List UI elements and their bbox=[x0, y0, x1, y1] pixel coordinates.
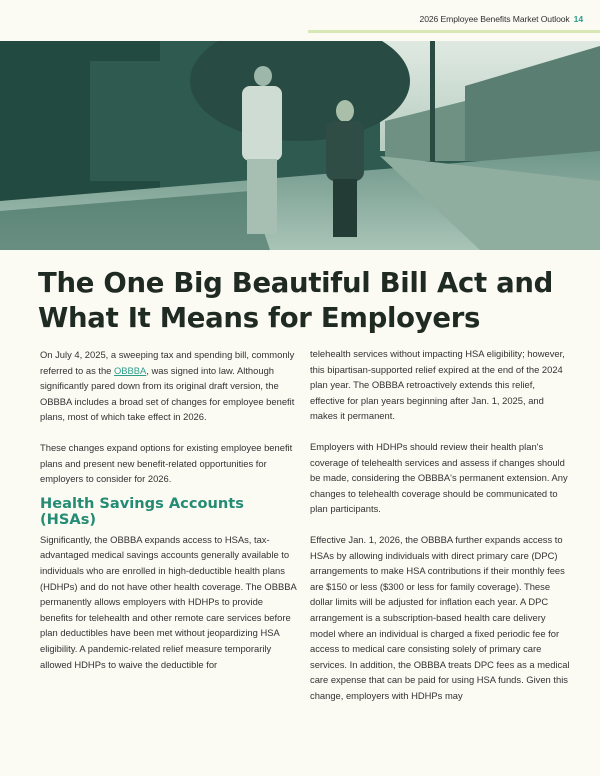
intro-text-start: On July 4, 2025, a sweeping tax and spending bill, commonly referred to as the bbox=[40, 349, 295, 376]
title-line-2: What It Means for Employers bbox=[38, 302, 481, 334]
intro-paragraph bbox=[40, 347, 298, 425]
hero-photo-illustration bbox=[0, 41, 600, 250]
left-column bbox=[40, 347, 298, 687]
employer-review-paragraph: Employers with HDHPs should review their health plan's coverage of telehealth services and assess if changes should be made, considering the OBBBA's permanent extension. Any changes to telehealth coverage should be communicated to plan participants. bbox=[310, 440, 568, 515]
title-line-1: The One Big Beautiful Bill Act and bbox=[38, 267, 553, 299]
hsa-paragraph: Significantly, the OBBBA expands access to HSAs, tax-advantaged medical savings accounts generally available to individuals who are enrolled in high-deductible health plans (HDHPs) and do not have other health coverage. The OBBBA permanently allows employers with HDHPs to provide benefits for telehealth and other remote care services before plan deductibles have been met without jeopardizing HSA eligibility. A pandemic-related relief measure temporarily allowed HDHPs to waive the deductible for bbox=[40, 533, 297, 670]
page-number: 14 bbox=[573, 14, 583, 24]
running-header bbox=[420, 14, 583, 24]
obbba-link[interactable]: OBBBA bbox=[114, 364, 147, 376]
article-title bbox=[38, 266, 598, 336]
header-rule bbox=[308, 30, 600, 33]
dpc-paragraph: Effective Jan. 1, 2026, the OBBBA further expands access to HSAs by allowing individuals with direct primary care (DPC) arrangements to make HSA contributions if their monthly fees are $150 or less ($300 or less for family coverage). These dollar limits will be adjusted for inflation each year. A DPC arrangement is a subscription-based health care delivery model where an individual is charged a fixed periodic fee for access to medical care consisting solely of primary care services. In addition, the OBBBA treats DPC fees as a medical care expense that can be paid for using HSA funds. Given this change, employers with HDHPs may bbox=[310, 533, 570, 701]
right-column bbox=[310, 346, 572, 718]
hero-photo bbox=[0, 41, 600, 250]
intro-text-end: , was signed into law. Although significantly pared down from its original draft version, the OBBBA includes a broad set of changes for employee benefit plans, most of which take effect in 2026. bbox=[40, 364, 295, 423]
section-heading-hsa: Health Savings Accounts (HSAs) bbox=[40, 494, 244, 528]
telehealth-paragraph: telehealth services without impacting HSA eligibility; however, this bipartisan-supported relief expired at the end of the 2024 plan year. The OBBBA retroactively extends this relief, effective for plan years beginning after Jan. 1, 2025, and makes it permanent. bbox=[310, 348, 565, 422]
changes-paragraph: These changes expand options for existing employee benefit plans and present new benefit-related opportunities for employers to consider for 2026. bbox=[40, 441, 293, 485]
publication-title: 2026 Employee Benefits Market Outlook bbox=[419, 14, 570, 24]
page-header bbox=[0, 0, 600, 30]
